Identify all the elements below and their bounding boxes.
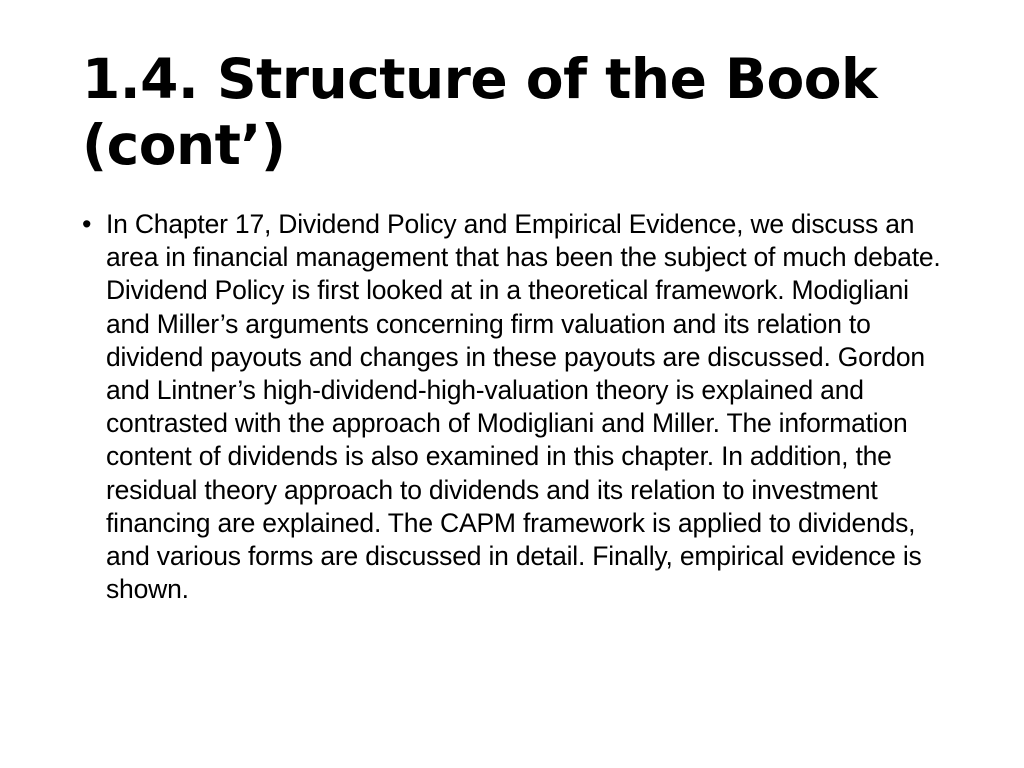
bullet-text: In Chapter 17, Dividend Policy and Empirical Evidence, we discuss an area in financial management that has been the subject of much debate. Dividend Policy is first looked at in a theoretical framework. Modigliani and Miller’s arguments concerning firm valuation and its relation to dividend payouts and changes in these payouts are discussed. Gordon and Lintner’s high-dividend-high-valuation theory is explained and contrasted with the approach of Modigliani and Miller. The information content of dividends is also examined in this chapter. In addition, the residual theory approach to dividends and its relation to investment financing are explained. The CAPM framework is applied to dividends, and various forms are discussed in detail. Finally, empirical evidence is shown. xyxy=(106,209,941,605)
bullet-marker: • xyxy=(82,209,92,239)
bullet-item xyxy=(82,208,944,606)
bullet-list xyxy=(82,208,944,606)
slide-title: 1.4. Structure of the Book (cont’) xyxy=(82,47,878,177)
